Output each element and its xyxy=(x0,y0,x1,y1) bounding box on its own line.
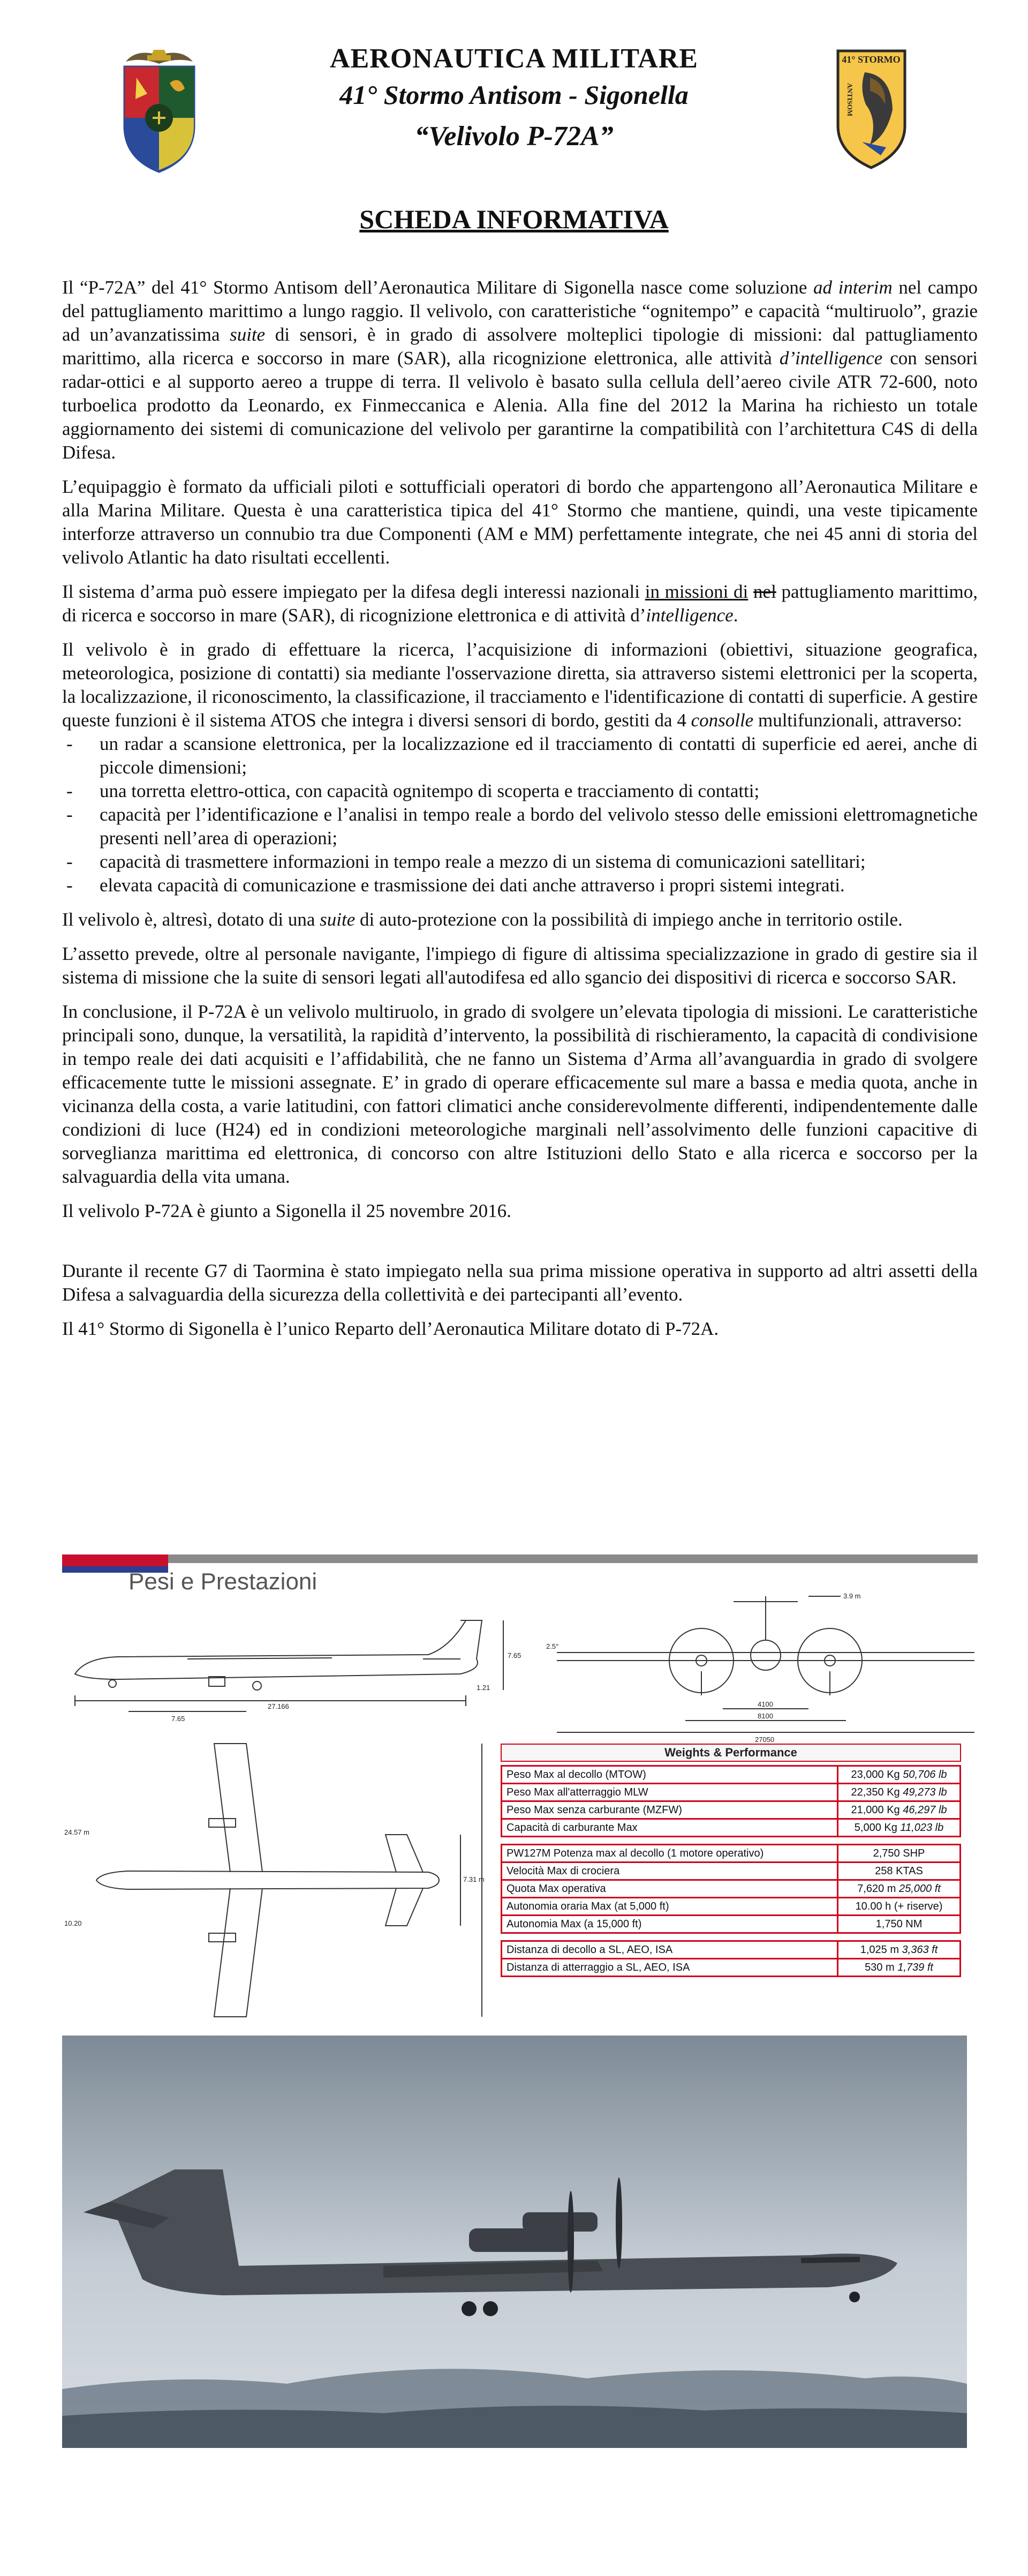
table-row xyxy=(502,1959,961,1977)
value-metric: 1,750 NM xyxy=(875,1918,923,1930)
value-imperial: 46,297 lb xyxy=(903,1804,947,1816)
front-dim-span: 27050 xyxy=(755,1736,775,1744)
table-cell-value xyxy=(838,1916,961,1933)
value-metric: 2,750 SHP xyxy=(873,1847,925,1859)
value-metric: 7,620 m xyxy=(857,1882,896,1895)
spacer xyxy=(62,1234,978,1259)
table-cell-label: Velocità Max di crociera xyxy=(502,1862,838,1880)
p1-italic: suite xyxy=(230,324,266,345)
table-cell-value xyxy=(838,1959,961,1977)
value-metric: 21,000 Kg xyxy=(851,1804,900,1816)
table-spacer xyxy=(502,1933,961,1941)
table-cell-label: Autonomia Max (a 15,000 ft) xyxy=(502,1916,838,1933)
aircraft-front-view-drawing xyxy=(541,1580,991,1746)
front-dim-engines: 8100 xyxy=(758,1712,773,1720)
table-cell-value xyxy=(838,1898,961,1916)
table-row xyxy=(502,1801,961,1819)
front-dim-dihedral: 2.5° xyxy=(546,1642,559,1650)
table-cell-label: Distanza di decollo a SL, AEO, ISA xyxy=(502,1941,838,1959)
document-body xyxy=(62,276,978,1351)
weights-performance-panel xyxy=(501,1744,961,1977)
aeronautica-crest-icon xyxy=(115,46,203,179)
paragraph-7: In conclusione, il P-72A è un velivolo multiruolo, in grado di svolgere un’elevata tipologia di missioni. Le caratteristiche principali sono, dunque, la versatilità, la rapidità d’intervento, la possibilità di rischieramento, la capacità di condivisione in tempo reale dei dati acquisiti e l’affidabilità, che ne fanno un Sistema d’Arma all’avanguardia in grado di svolgere efficacemente tutte le missioni assegnate. E’ in grado di operare efficacemente sul mare a bassa e media quota, anche in vicinanza della costa, a varie latitudini, con fattori climatici anche considerevolmente differenti, indipendentemente dalle condizioni di luce (H24) ed in condizioni meteorologiche marginali nell’assolvimento delle funzioni capacitive di sorveglianza marittima ed elettronica, di concorso con altre Istituzioni dello Stato e alla ricerca e soccorso per la salvaguardia della vita umana. xyxy=(62,1001,978,1187)
table-cell-value xyxy=(838,1784,961,1801)
p1-text: di sensori, è in grado di assolvere molteplici tipologie di missioni: dal pattugliamento marittimo, alla ricerca e soccorso in mare (SAR), alla ricognizione elettronica, alle attività xyxy=(62,324,978,369)
aircraft-photo xyxy=(62,2036,967,2448)
p5-italic: suite xyxy=(320,909,356,930)
p4-text: Il velivolo è in grado di effettuare la ricerca, l’acquisizione di informazioni (obiettivi, situazione geografica, meteorologica, posizione di contatti) sia mediante l'osservazione diretta, sia attraverso sistemi elettronici per la scoperta, la localizzazione, il riconoscimento, la classificazione, il tracciamento e l'identificazione di contatti di superficie. A gestire queste funzioni è il sistema ATOS che integra i diversi sensori di bordo, gestiti da 4 xyxy=(62,639,978,731)
aircraft-top-view-drawing xyxy=(54,1738,493,2022)
table-cell-value xyxy=(838,1862,961,1880)
list-item: - capacità per l’identificazione e l’analisi in tempo reale a bordo del velivolo stesso delle emissioni elettromagnetiche presenti nell’area di operazioni; xyxy=(62,803,978,850)
table-cell-label: Capacità di carburante Max xyxy=(502,1819,838,1837)
p3-text: . xyxy=(733,605,738,626)
table-cell-value xyxy=(838,1766,961,1784)
value-imperial: 49,273 lb xyxy=(903,1786,947,1798)
value-imperial: 25,000 ft xyxy=(898,1882,941,1895)
table-row xyxy=(502,1862,961,1880)
table-cell-label: Peso Max all'atterraggio MLW xyxy=(502,1784,838,1801)
value-imperial: 1,739 ft xyxy=(897,1961,933,1973)
value-metric: 22,350 Kg xyxy=(851,1786,900,1798)
table-cell-label: Autonomia oraria Max (at 5,000 ft) xyxy=(502,1898,838,1916)
table-row xyxy=(502,1916,961,1933)
value-metric: 530 m xyxy=(865,1961,895,1973)
paragraph-9: Durante il recente G7 di Taormina è stato impiegato nella sua prima missione operativa in supporto ad altri assetti della Difesa a salvaguardia della sicurezza della collettività e dei partecipanti all’evento. xyxy=(62,1260,978,1305)
table-cell-label: Peso Max senza carburante (MZFW) xyxy=(502,1801,838,1819)
value-metric: 1,025 m xyxy=(860,1943,899,1956)
weights-performance-title: Weights & Performance xyxy=(501,1744,961,1762)
table-row xyxy=(502,1880,961,1898)
document-title: SCHEDA INFORMATIVA xyxy=(359,204,669,234)
spacer-cell xyxy=(502,1933,961,1941)
p1-text: con sensori radar-ottici e al supporto aereo a truppe di terra. Il velivolo è basato sulla cellula dell’aereo civile ATR 72-600, noto turboelica prodotto da Leonardo, ex Finmeccanica e Alenia. Alla fine del 2012 la Marina ha richiesto un totale aggiornamento dei sistemi di comunicazione del velivolo per garantirne la compatibilità con l’architettura C4S di della Difesa. xyxy=(62,348,978,463)
list-item: - elevata capacità di comunicazione e trasmissione dei dati anche attraverso i propri sistemi integrati. xyxy=(62,874,978,897)
top-dim-tail: 7.31 m xyxy=(463,1875,485,1883)
p3-text xyxy=(748,581,753,602)
paragraph-3 xyxy=(62,580,978,627)
p3-text: Il sistema d’arma può essere impiegato per la difesa degli interessi nazionali xyxy=(62,581,645,602)
table-spacer xyxy=(502,1837,961,1845)
paragraph-5 xyxy=(62,908,978,932)
value-imperial: 50,706 lb xyxy=(903,1768,947,1781)
stormo-crest-icon xyxy=(833,46,910,171)
table-cell-label: Distanza di atterraggio a SL, AEO, ISA xyxy=(502,1959,838,1977)
top-dim-a: 24.57 m xyxy=(64,1828,89,1836)
paragraph-2: L’equipaggio è formato da ufficiali piloti e sottufficiali operatori di bordo che appartengono all’Aeronautica Militare e alla Marina Militare. Questa è una caratteristica tipica del 41° Stormo che mantiene, quindi, una veste tipicamente interforze attraverso un connubio tra due Componenti (AM e MM) perfettamente integrate, che nei 45 anni di storia del velivolo Atlantic ha dato risultati eccellenti. xyxy=(62,476,978,568)
front-dim-height: 3.9 m xyxy=(843,1592,861,1600)
table-row xyxy=(502,1941,961,1959)
p3-italic: intelligence xyxy=(646,605,734,626)
figure-heading: Pesi e Prestazioni xyxy=(128,1568,318,1595)
table-row xyxy=(502,1845,961,1862)
side-dim-b: 1.21 xyxy=(477,1684,490,1692)
list-item: - un radar a scansione elettronica, per la localizzazione ed il tracciamento di contatti di superficie ed aerei, anche di piccole dimensioni; xyxy=(62,732,978,779)
table-row xyxy=(502,1766,961,1784)
table-cell-value xyxy=(838,1941,961,1959)
weights-performance-table xyxy=(501,1765,961,1977)
table-cell-value xyxy=(838,1819,961,1837)
header-line-3: “Velivolo P-72A” xyxy=(414,121,614,152)
paragraph-4 xyxy=(62,638,978,732)
value-imperial: 3,363 ft xyxy=(902,1943,938,1956)
side-dim-length: 27.166 xyxy=(268,1702,289,1710)
p4-italic: consolle xyxy=(691,710,754,731)
p1-text: Il “P-72A” del 41° Stormo Antisom dell’Aeronautica Militare di Sigonella nasce come soluzione xyxy=(62,277,814,298)
paragraph-6: L’assetto prevede, oltre al personale navigante, l'impiego di figure di altissima specializzazione in grado di gestire sia il sistema di missione che la suite di sensori legati all'autodifesa ed allo sgancio dei dispositivi di ricerca e soccorso SAR. xyxy=(62,943,978,988)
header-line-2: 41° Stormo Antisom - Sigonella xyxy=(339,80,689,110)
capabilities-list xyxy=(62,732,978,897)
p5-text: Il velivolo è, altresì, dotato di una xyxy=(62,909,320,930)
table-cell-label: PW127M Potenza max al decollo (1 motore operativo) xyxy=(502,1845,838,1862)
list-item: - capacità di trasmettere informazioni in tempo reale a mezzo di un sistema di comunicazioni satellitari; xyxy=(62,850,978,874)
paragraph-1 xyxy=(62,276,978,464)
table-row xyxy=(502,1784,961,1801)
flag-stripe-red xyxy=(62,1554,168,1566)
value-metric: 5,000 Kg xyxy=(854,1821,897,1834)
value-metric: 258 KTAS xyxy=(875,1865,923,1877)
p3-underlined: in missioni di xyxy=(645,581,749,602)
list-item: - una torretta elettro-ottica, con capacità ognitempo di scoperta e tracciamento di contatti; xyxy=(62,779,978,803)
side-dim-height: 7.65 xyxy=(508,1651,521,1659)
p3-text: pattugliamento marittimo, di ricerca e soccorso in mare (SAR), di ricognizione elettronica e di attività d’ xyxy=(62,581,978,626)
side-dim-a: 7.65 xyxy=(171,1715,185,1723)
p1-italic: d’intelligence xyxy=(779,348,883,369)
header-line-1: AERONAUTICA MILITARE xyxy=(330,43,698,74)
stormo-crest-side: ANTISOM xyxy=(846,83,854,117)
table-cell-label: Peso Max al decollo (MTOW) xyxy=(502,1766,838,1784)
table-row xyxy=(502,1898,961,1916)
p1-text: nel campo del pattugliamento marittimo a lungo raggio. Il velivolo, con caratteristiche “ognitempo” e capacità “multiruolo”, grazie ad un’avanzatissima xyxy=(62,277,978,345)
value-metric: 10.00 h (+ riserve) xyxy=(855,1900,943,1912)
p5-text: di auto-protezione con la possibilità di impiego anche in territorio ostile. xyxy=(355,909,903,930)
table-cell-value xyxy=(838,1845,961,1862)
table-cell-value xyxy=(838,1801,961,1819)
p4-text: multifunzionali, attraverso: xyxy=(753,710,962,731)
paragraph-10: Il 41° Stormo di Sigonella è l’unico Reparto dell’Aeronautica Militare dotato di P-72A. xyxy=(62,1318,719,1339)
spacer-cell xyxy=(502,1837,961,1845)
top-dim-b: 10.20 xyxy=(64,1919,82,1927)
paragraph-8: Il velivolo P-72A è giunto a Sigonella il 25 novembre 2016. xyxy=(62,1200,511,1221)
value-metric: 23,000 Kg xyxy=(851,1768,900,1781)
table-cell-value xyxy=(838,1880,961,1898)
value-imperial: 11,023 lb xyxy=(900,1821,944,1834)
front-dim-track: 4100 xyxy=(758,1700,773,1708)
table-cell-label: Quota Max operativa xyxy=(502,1880,838,1898)
table-row xyxy=(502,1819,961,1837)
stormo-crest-title: 41° STORMO xyxy=(842,54,901,65)
p1-italic: ad interim xyxy=(813,277,893,298)
aircraft-side-view-drawing xyxy=(54,1599,525,1728)
p3-strikethrough: nel xyxy=(753,581,776,602)
figure-top-rule xyxy=(168,1554,978,1563)
